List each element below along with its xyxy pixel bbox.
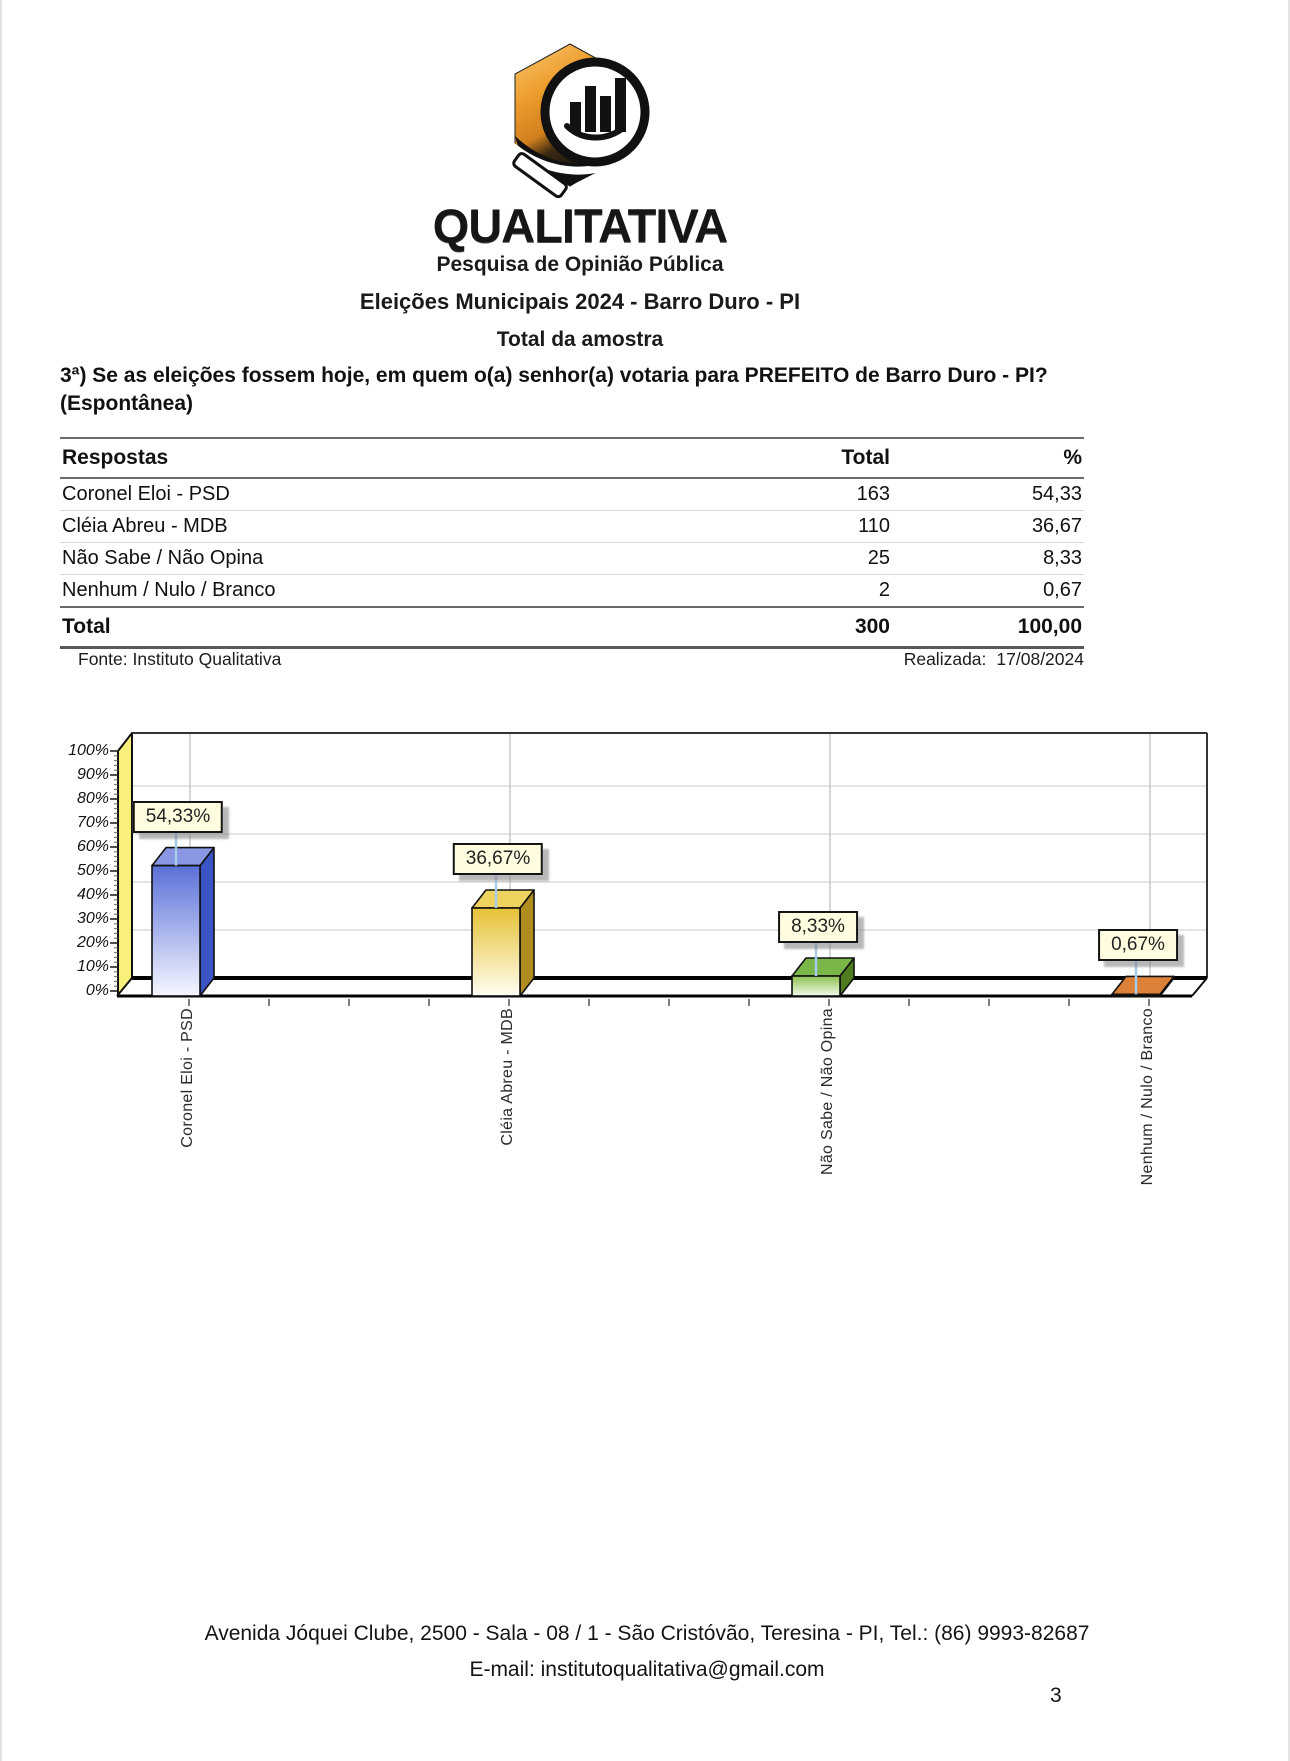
row-pct: 8,33 [1043,547,1082,569]
table-row [60,574,1084,606]
col-header-pct: % [1063,446,1082,469]
y-axis-label: 40% [76,886,109,903]
table-header-row [60,439,1084,477]
y-axis-label: 30% [76,910,109,927]
footer-email: E-mail: institutoqualitativa@gmail.com [469,1658,825,1681]
y-axis-label: 70% [76,814,109,831]
row-pct: 0,67 [1043,579,1082,601]
question-note: (Espontânea) [60,392,194,415]
row-total: 2 [878,579,890,601]
results-table [60,437,1084,649]
row-total: 110 [858,515,890,537]
bar-value-label: 36,67% [453,843,543,875]
chart-canvas [67,645,1237,1245]
survey-date-label: Realizada: [903,649,987,669]
col-header-respostas: Respostas [62,446,169,469]
bar-chart [67,645,1237,1245]
question-block [60,362,1100,418]
x-category-label: Nenhum / Nulo / Branco [1139,1008,1156,1186]
brand-subtitle: Pesquisa de Opinião Pública [436,253,724,276]
total-row-total: 300 [854,615,890,638]
table-row [60,542,1084,574]
report-header [60,40,1100,352]
bar-value-label: 0,67% [1098,929,1178,961]
y-axis-label: 10% [76,958,109,975]
y-axis-label: 80% [76,790,109,807]
row-label: Não Sabe / Não Opina [62,547,264,569]
row-label: Coronel Eloi - PSD [62,483,230,505]
x-category-label: Não Sabe / Não Opina [819,1008,836,1175]
row-label: Nenhum / Nulo / Branco [62,579,276,601]
row-pct: 36,67 [1031,515,1082,537]
table-row [60,510,1084,542]
qualitativa-logo-icon [473,40,688,202]
sample-label: Total da amostra [496,328,664,351]
total-row-label: Total [62,615,111,638]
table-row [60,479,1084,510]
row-total: 163 [856,483,890,505]
bar-value-label: 54,33% [133,801,223,833]
source-text: Fonte: Instituto Qualitativa [78,649,282,669]
bar-value-label: 8,33% [778,911,858,943]
question-text: 3ª) Se as eleições fossem hoje, em quem o(a) senhor(a) votaria para PREFEITO de Barro Duro - PI? [60,364,1048,387]
x-category-label: Cléia Abreu - MDB [499,1008,516,1146]
report-footer [2,1616,1290,1688]
y-axis-label: 50% [76,862,109,879]
footer-address: Avenida Jóquei Clube, 2500 - Sala - 08 / 1 - São Cristóvão, Teresina - PI, Tel.: (86) 9993-82687 [204,1622,1090,1645]
col-header-total: Total [841,446,890,469]
total-row-pct: 100,00 [1017,615,1082,638]
y-axis-label: 20% [76,934,109,951]
row-pct: 54,33 [1031,483,1082,505]
page-number: 3 [1050,1684,1062,1707]
survey-date-value: 17/08/2024 [996,649,1084,669]
y-axis-label: 60% [76,838,109,855]
report-title: Eleições Municipais 2024 - Barro Duro - PI [359,289,801,314]
row-label: Cléia Abreu - MDB [62,515,228,537]
row-total: 25 [867,547,890,569]
table-total-row [60,608,1084,646]
brand-name: QUALITATIVA [432,199,728,252]
x-category-label: Coronel Eloi - PSD [179,1008,196,1148]
table-body [60,479,1084,606]
y-axis-label: 100% [68,742,109,759]
y-axis-label: 90% [76,766,109,783]
y-axis-label: 0% [85,982,109,999]
